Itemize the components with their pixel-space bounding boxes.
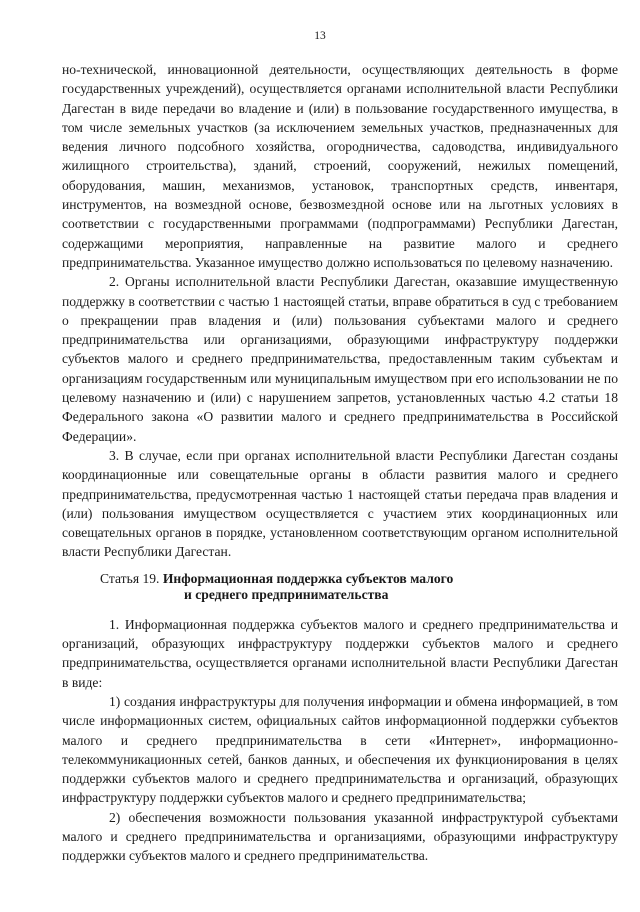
paragraph-article-19-item-1: 1) создания инфраструктуры для получения информации и обмена информацией, в том числе информационных систем, официальных сайтов информационной поддержки субъектов малого и среднего предпринимательства в сети «Интернет», информационно-телекоммуникационных сетей, банков данных, и обеспечения их функционирования в целях поддержки субъектов малого и среднего предпринимательства и организаций, образующих инфраструктуру поддержки субъектов малого и среднего предпринимательства; [62, 693, 618, 806]
paragraph-clause-2: 2. Органы исполнительной власти Республики Дагестан, оказавшие имущественную поддержку в соответствии с частью 1 настоящей статьи, вправе обратиться в суд с требованием о прекращении прав владения и (или) пользования субъектами малого и среднего предпринимательства или организациями, образующими инфраструктуру поддержки субъектов малого и среднего предпринимательства, предоставленным таким субъектам и организациям государственным или муниципальным имуществом при его использовании не по целевому назначению и (или) с нарушением запретов, установленных частью 4.2 статьи 18 Федерального закона «О развитии малого и среднего предпринимательства в Российской Федерации». [62, 274, 618, 444]
paragraph-article-19-item-2: 2) обеспечения возможности пользования указанной инфраструктурой субъектами малого и среднего предпринимательства и организациями, образующими инфраструктуру поддержки субъектов малого и среднего предпринимательства. [62, 809, 618, 864]
paragraph-clause-3: 3. В случае, если при органах исполнительной власти Республики Дагестан созданы координационные или совещательные органы в области развития малого и среднего предпринимательства, предусмотренная частью 1 настоящей статьи передача прав владения и (или) пользования имуществом осуществляется с участием этих координационных или совещательных органов в порядке, установленном соответствующим органом исполнительной власти Республики Дагестан. [62, 447, 618, 560]
article-title-line-1: Информационная поддержка субъектов малого [162, 570, 454, 586]
article-number: Статья 19. [100, 570, 163, 586]
document-body [62, 60, 618, 866]
article-heading [62, 571, 618, 603]
paragraph-continuation: но-технической, инновационной деятельности, осуществляющих деятельность в форме государственных учреждений), осуществляется органами исполнительной власти Республики Дагестан в виде передачи во владение и (или) в пользование государственного имущества, в том числе земельных участков (за исключением земельных участков, предназначенных для ведения личного подсобного хозяйства, огородничества, садоводства, индивидуального жилищного строительства), зданий, строений, сооружений, нежилых помещений, оборудования, машин, механизмов, установок, транспортных средств, инвентаря, инструментов, на возмездной основе, безвозмездной основе или на льготных условиях в соответствии с государственными программами (подпрограммами) Республики Дагестан, содержащими мероприятия, направленные на развитие малого и среднего предпринимательства. Указанное имущество должно использоваться по целевому назначению. [62, 62, 618, 270]
paragraph-article-19-clause-1: 1. Информационная поддержка субъектов малого и среднего предпринимательства и организаций, образующих инфраструктуру поддержки субъектов малого и среднего предпринимательства, осуществляется органами исполнительной власти Республики Дагестан в виде: [62, 616, 618, 690]
article-title-line-2: и среднего предпринимательства [184, 586, 389, 602]
page-number: 13 [314, 30, 326, 42]
